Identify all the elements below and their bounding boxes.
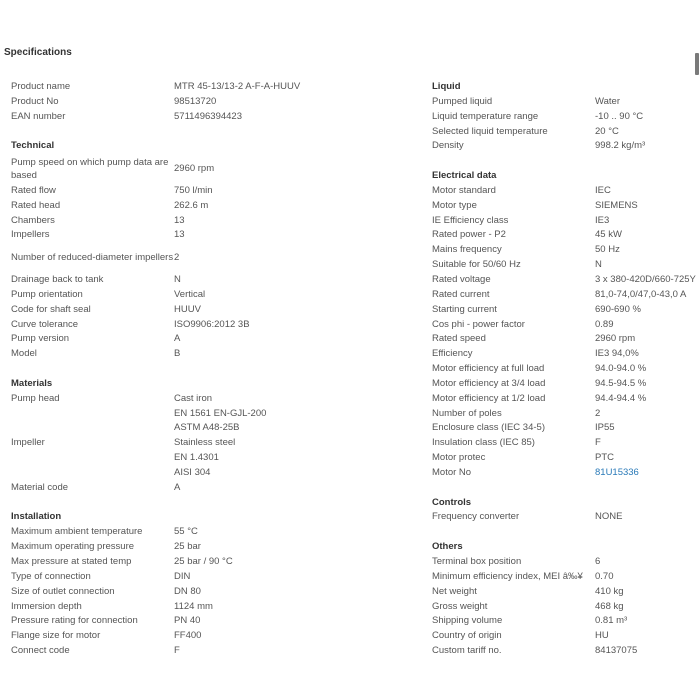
spec-label: Shipping volume (432, 615, 503, 627)
spec-value: 410 kg (595, 585, 624, 597)
spec-value: ISO9906:2012 3B (174, 318, 250, 330)
spec-value: 0.89 (595, 318, 614, 330)
spec-value: B (174, 348, 181, 360)
spec-label: Frequency converter (432, 511, 520, 523)
spec-value: 2 (174, 251, 180, 263)
spec-value: 13 (174, 229, 185, 241)
spec-value: IE3 94,0% (595, 348, 639, 360)
spec-label: Pump head (11, 392, 60, 404)
spec-value: 25 bar (174, 541, 201, 553)
spec-value: 5711496394423 (174, 110, 242, 122)
spec-row (432, 377, 700, 392)
spec-label: Pressure rating for connection (11, 615, 138, 627)
spec-row (432, 421, 700, 436)
spec-row (432, 585, 700, 600)
spec-label: Mains frequency (432, 244, 502, 256)
spec-row (11, 154, 411, 184)
spec-value: 750 l/min (174, 184, 213, 196)
spec-value: A (174, 333, 181, 345)
spec-label: Country of origin (432, 630, 502, 642)
spec-label: Chambers (11, 214, 55, 226)
spec-value: 25 bar / 90 °C (174, 556, 233, 567)
spec-row (11, 614, 411, 629)
section-heading-others: Others (432, 541, 463, 553)
spec-value: AISI 304 (174, 466, 211, 478)
spec-row (432, 243, 700, 258)
spec-label: Pump orientation (11, 288, 83, 300)
spec-label: Rated head (11, 199, 61, 211)
spec-label: Material code (11, 481, 69, 493)
spec-row (432, 95, 700, 110)
spec-label: Minimum efficiency index, MEI â‰¥ (432, 570, 583, 582)
spec-value: 94.0-94.0 % (595, 363, 647, 375)
spec-row (11, 273, 411, 288)
spec-row (432, 555, 700, 570)
spec-row (11, 184, 411, 199)
section-heading-controls: Controls (432, 496, 472, 508)
spec-value: IE3 (595, 214, 610, 226)
spec-value: HU (595, 630, 609, 642)
spec-value: 50 Hz (595, 244, 620, 256)
spec-label: Motor efficiency at 3/4 load (432, 377, 546, 389)
spec-row (11, 525, 411, 540)
section-heading-technical: Technical (11, 140, 55, 152)
motor-no-link[interactable]: 81U15336 (595, 466, 639, 478)
spec-value: IP55 (595, 422, 615, 434)
left-spec-column (11, 80, 411, 659)
spec-row (432, 332, 700, 347)
spec-value: 2960 rpm (595, 333, 636, 345)
spec-value: IEC (595, 184, 611, 196)
spec-label: Number of poles (432, 407, 502, 419)
spec-value: 94.4-94.4 % (595, 392, 647, 404)
spec-label: Custom tariff no. (432, 645, 502, 657)
spec-row-continued (11, 451, 411, 466)
spec-label: Pumped liquid (432, 95, 493, 107)
spec-label: Rated speed (432, 333, 486, 345)
spec-label: Suitable for 50/60 Hz (432, 259, 521, 271)
spec-row (432, 407, 700, 422)
spec-label: Curve tolerance (11, 318, 79, 330)
spec-row (432, 110, 700, 125)
spec-row (11, 332, 411, 347)
spec-label: EAN number (11, 110, 66, 122)
spec-label: Rated voltage (432, 273, 491, 285)
spec-value: HUUV (174, 303, 201, 315)
spec-row (432, 303, 700, 318)
spec-value: 0.70 (595, 570, 614, 582)
spec-value: 20 °C (595, 125, 619, 137)
spec-value: 998.2 kg/m³ (595, 140, 646, 152)
spec-value: N (174, 273, 181, 285)
spec-value: 13 (174, 214, 185, 226)
spec-label: Motor type (432, 199, 477, 211)
spec-label: Motor protec (432, 452, 486, 464)
spec-row (11, 288, 411, 303)
spec-row (11, 540, 411, 555)
spec-value: DN 80 (174, 585, 201, 597)
spec-row (432, 184, 700, 199)
spec-value: 1124 mm (174, 600, 213, 612)
spec-row (432, 362, 700, 377)
spec-value: Water (595, 95, 620, 107)
spec-label: Motor efficiency at 1/2 load (432, 392, 546, 404)
spec-value: F (174, 645, 180, 657)
spec-row (11, 585, 411, 600)
spec-row-ean (11, 110, 411, 125)
spec-label: Impeller (11, 437, 45, 449)
spec-value: MTR 45-13/13-2 A-F-A-HUUV (174, 81, 301, 92)
spec-label: Selected liquid temperature (432, 125, 548, 137)
spec-value: SIEMENS (595, 199, 638, 211)
spec-label: Starting current (432, 303, 497, 315)
spec-row-impeller (11, 436, 411, 451)
spec-value: 262.6 m (174, 199, 209, 211)
spec-label: Maximum ambient temperature (11, 526, 143, 538)
spec-label: Code for shaft seal (11, 303, 91, 315)
spec-row-pump-head (11, 392, 411, 407)
spec-value: Stainless steel (174, 437, 236, 449)
spec-row-continued (11, 466, 411, 481)
spec-value: 45 kW (595, 229, 622, 241)
spec-label: Drainage back to tank (11, 273, 104, 285)
spec-label: Rated flow (11, 184, 56, 196)
spec-row (11, 629, 411, 644)
spec-label: Density (432, 140, 464, 152)
spec-row (432, 199, 700, 214)
spec-value: 84137075 (595, 645, 638, 657)
spec-label: Motor standard (432, 184, 496, 196)
spec-value: PTC (595, 452, 614, 464)
spec-value: Vertical (174, 288, 206, 300)
spec-label: Immersion depth (11, 600, 82, 612)
spec-label: IE Efficiency class (432, 214, 509, 226)
spec-row (432, 451, 700, 466)
spec-value: ASTM A48-25B (174, 422, 240, 434)
spec-label: Flange size for motor (11, 630, 101, 642)
spec-value: 0.81 m³ (595, 615, 628, 627)
spec-label: Impellers (11, 229, 50, 241)
spec-row-product-name (11, 80, 411, 95)
spec-row-continued (11, 421, 411, 436)
spec-label: Max pressure at stated temp (11, 556, 132, 567)
spec-label: Liquid temperature range (432, 110, 539, 122)
spec-value: EN 1.4301 (174, 452, 219, 464)
spec-row-product-no (11, 95, 411, 110)
section-heading-liquid: Liquid (432, 81, 461, 92)
spec-row (432, 125, 700, 140)
spec-label: Insulation class (IEC 85) (432, 437, 535, 449)
spec-row-continued (11, 407, 411, 422)
spec-value: NONE (595, 511, 623, 523)
spec-value: F (595, 437, 601, 449)
spec-label: Motor efficiency at full load (432, 363, 545, 375)
spec-row (11, 228, 411, 243)
spec-label: Size of outlet connection (11, 585, 115, 597)
spec-row (432, 273, 700, 288)
spec-label: Gross weight (432, 600, 488, 612)
spec-value: 690-690 % (595, 303, 641, 315)
spec-label: Cos phi - power factor (432, 318, 525, 330)
spec-row (11, 199, 411, 214)
spec-label: Rated power - P2 (432, 229, 506, 241)
spec-row (432, 347, 700, 362)
spec-value: 98513720 (174, 95, 217, 107)
spec-value: 81,0-74,0/47,0-43,0 A (595, 288, 687, 300)
spec-label: Number of reduced-diameter impellers (11, 252, 174, 264)
spec-value: 55 °C (174, 526, 198, 538)
spec-value: A (174, 481, 181, 493)
spec-row-material-code (11, 481, 411, 496)
spec-value: 468 kg (595, 600, 624, 612)
spec-row-motor-no (432, 466, 700, 481)
spec-value: N (595, 259, 602, 271)
section-heading-materials: Materials (11, 377, 53, 389)
spec-row (432, 392, 700, 407)
spec-row (432, 228, 700, 243)
spec-row (432, 600, 700, 615)
page-title: Specifications (4, 47, 72, 58)
spec-row (432, 614, 700, 629)
spec-row (11, 644, 411, 659)
spec-row (432, 510, 700, 525)
spec-label: Product name (11, 81, 71, 92)
spec-row (432, 258, 700, 273)
spec-row (432, 139, 700, 154)
spec-value: 94.5-94.5 % (595, 377, 647, 389)
spec-row (11, 214, 411, 229)
spec-label: Efficiency (432, 348, 473, 360)
spec-row (432, 436, 700, 451)
spec-label: Motor No (432, 466, 472, 478)
spec-row (432, 570, 700, 585)
spec-row (11, 318, 411, 333)
spec-label: Net weight (432, 585, 477, 597)
spec-row (11, 555, 411, 570)
spec-row (11, 570, 411, 585)
spec-row (432, 644, 700, 659)
spec-value: -10 .. 90 °C (595, 110, 644, 122)
spec-label: Connect code (11, 645, 70, 657)
spec-row (432, 318, 700, 333)
spec-value: FF400 (174, 630, 202, 642)
spec-row (11, 347, 411, 362)
spec-value: Cast iron (174, 392, 213, 404)
spec-row (11, 243, 411, 273)
spec-label: Pump version (11, 333, 70, 345)
spec-value: PN 40 (174, 615, 201, 627)
spec-row (11, 600, 411, 615)
spec-label: Product No (11, 95, 59, 107)
spec-value: 2 (595, 407, 601, 419)
spec-value: 3 x 380-420D/660-725Y (595, 273, 696, 285)
spec-value: EN 1561 EN-GJL-200 (174, 407, 267, 419)
scrollbar-thumb[interactable] (695, 53, 699, 75)
spec-row (432, 214, 700, 229)
spec-label: Pump speed on which pump data are based (11, 156, 169, 182)
section-heading-installation: Installation (11, 511, 62, 523)
spec-value: 6 (595, 556, 601, 567)
spec-label: Model (11, 348, 37, 360)
spec-label: Type of connection (11, 570, 91, 582)
spec-label: Rated current (432, 288, 490, 300)
spec-label: Maximum operating pressure (11, 541, 135, 553)
spec-row (432, 629, 700, 644)
spec-row (432, 288, 700, 303)
spec-row (11, 303, 411, 318)
spec-label: Terminal box position (432, 556, 522, 567)
spec-value: 2960 rpm (174, 162, 215, 174)
spec-value: DIN (174, 570, 191, 582)
spec-label: Enclosure class (IEC 34-5) (432, 422, 545, 434)
right-spec-column (432, 80, 700, 659)
section-heading-electrical: Electrical data (432, 170, 497, 182)
